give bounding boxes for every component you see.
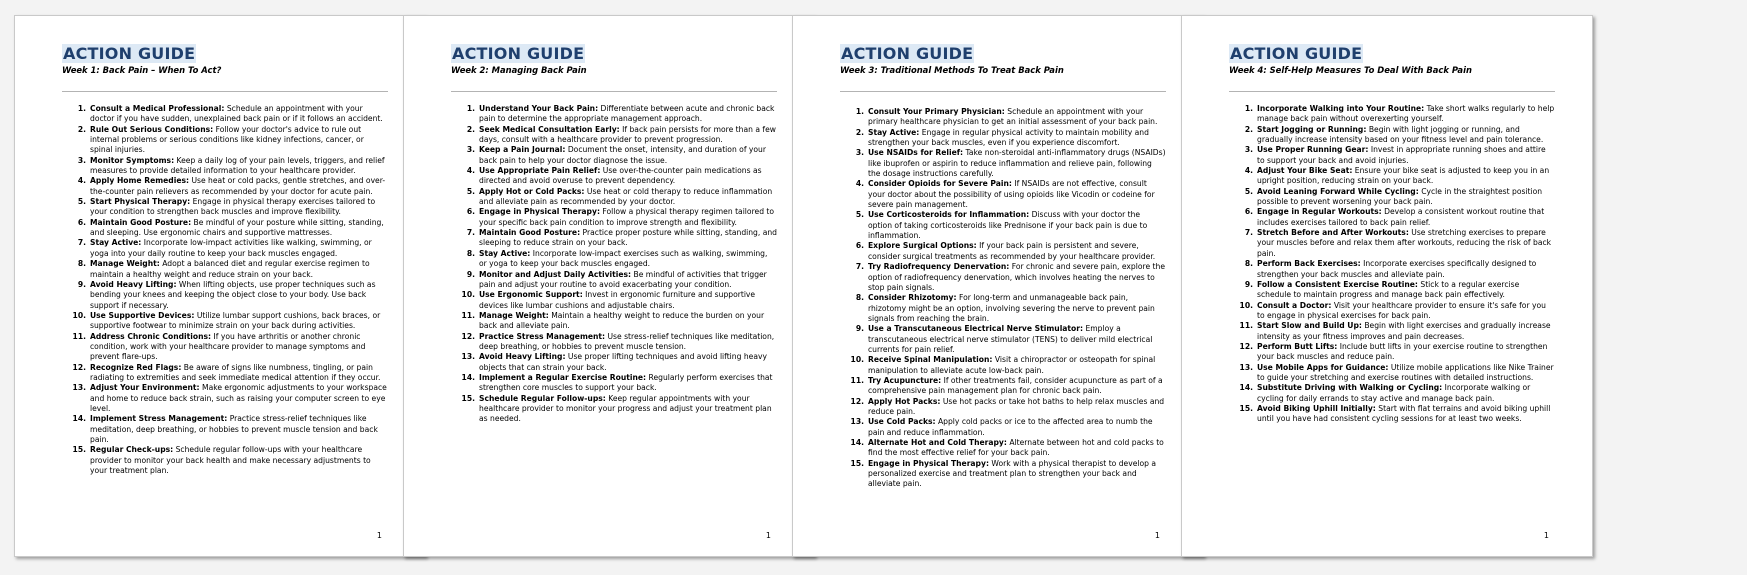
- list-item-text: Stick to a regular exercise schedule to maintain progress and manage back pain effectively.: [1257, 279, 1520, 300]
- list-item-number: 8.: [466, 248, 475, 258]
- list-item-number: 3.: [77, 155, 86, 165]
- list-item-label: Rule Out Serious Conditions:: [90, 124, 214, 134]
- page-subtitle: Week 1: Back Pain – When To Act?: [62, 65, 222, 75]
- list-item: [466, 166, 777, 187]
- page-subtitle: Week 4: Self-Help Measures To Deal With Back Pain: [1229, 65, 1472, 75]
- list-item-label: Substitute Driving with Walking or Cycling:: [1257, 383, 1443, 393]
- list-item: [461, 290, 777, 311]
- header-divider: [451, 91, 777, 92]
- list-item-label: Monitor and Adjust Daily Activities:: [479, 269, 632, 279]
- list-item-label: Adjust Your Bike Seat:: [1257, 166, 1353, 176]
- list-item-label: Understand Your Back Pain:: [479, 104, 599, 113]
- list-item-text: Take short walks regularly to help manage back pain without overexerting yourself.: [1257, 104, 1555, 124]
- list-item: [850, 375, 1166, 397]
- list-item-text: Apply cold packs or ice to the affected area to numb the pain and reduce inflammation.: [868, 417, 1153, 437]
- list-item-text: Be aware of signs like numbness, tingling, or pain radiating to extremities and seek immediate medical attention if they occur.: [90, 362, 381, 382]
- document-page: [14, 15, 426, 557]
- list-item: [1244, 228, 1555, 259]
- list-item-text: Use proper lifting techniques and avoid lifting heavy objects that can strain your back.: [479, 352, 767, 372]
- page-content: [451, 44, 777, 425]
- list-item-label: Practice Stress Management:: [479, 331, 606, 341]
- list-item: [466, 104, 777, 125]
- list-item: [1244, 145, 1555, 166]
- list-item: [850, 355, 1166, 376]
- list-item-label: Consult Your Primary Physician:: [868, 107, 1005, 116]
- list-item: [77, 259, 388, 280]
- action-list: [1239, 104, 1555, 425]
- list-item-number: 8.: [1244, 259, 1253, 269]
- list-item-text: Incorporate exercises specifically designed to strengthen your back muscles and alleviate pain.: [1257, 259, 1537, 279]
- list-item-number: 6.: [855, 241, 864, 251]
- list-item-text: Regularly perform exercises that strengthen core muscles to support your back.: [479, 372, 773, 393]
- list-item-text: Use stretching exercises to prepare your muscles before and relax them after workouts, reducing the risk of back pain.: [1257, 228, 1552, 258]
- list-item-label: Use Mobile Apps for Guidance:: [1257, 362, 1389, 372]
- list-item: [461, 393, 777, 425]
- page-content: [62, 44, 388, 476]
- list-item-label: Manage Weight:: [90, 259, 160, 269]
- list-item-text: Ensure your bike seat is adjusted to keep you in an upright position, reducing strain on your back.: [1257, 166, 1550, 186]
- header-divider: [62, 91, 388, 92]
- list-item-label: Stay Active:: [479, 248, 531, 258]
- list-item-text: For chronic and severe pain, explore the option of radiofrequency denervation, which involves heating the nerves to stop pain signals.: [868, 262, 1165, 292]
- list-item-text: Keep a daily log of your pain levels, triggers, and relief measures to provide detailed information to your healthcare provider.: [90, 155, 385, 176]
- list-item-text: Keep regular appointments with your healthcare provider to monitor your progress and adjust your treatment plan as needed.: [479, 393, 772, 424]
- list-item-text: Incorporate low-impact exercises such as walking, swimming, or yoga to keep your back muscles engaged.: [479, 248, 768, 269]
- list-item-text: Engage in regular physical activity to maintain mobility and strengthen your back muscles, even if you experience discomfort.: [868, 127, 1149, 148]
- document-page: [403, 15, 815, 557]
- list-item: [77, 217, 388, 239]
- list-item-label: Apply Hot or Cold Packs:: [479, 186, 585, 196]
- list-item-text: Make ergonomic adjustments to your workspace and home to reduce back strain, such as raising your computer screen to eye level.: [90, 383, 387, 413]
- list-item-text: Use heat or cold therapy to reduce inflammation and alleviate pain as recommended by your doctor.: [479, 186, 773, 207]
- list-item-text: Be mindful of activities that trigger pain and adjust your routine to avoid exacerbating your condition.: [479, 269, 767, 289]
- list-item-label: Avoid Biking Uphill Initially:: [1257, 403, 1376, 413]
- list-item-label: Regular Check-ups:: [90, 445, 174, 455]
- list-item-number: 7.: [1244, 228, 1253, 238]
- list-item-label: Address Chronic Conditions:: [90, 331, 212, 341]
- header-divider: [1229, 91, 1555, 92]
- list-item: [1244, 124, 1555, 146]
- list-item-label: Stay Active:: [90, 238, 142, 248]
- page-subtitle: Week 2: Managing Back Pain: [451, 65, 587, 75]
- list-item-label: Try Acupuncture:: [868, 375, 942, 385]
- list-item-label: Consult a Doctor:: [1257, 300, 1332, 310]
- document-page: [792, 15, 1204, 557]
- list-item-label: Start Jogging or Running:: [1257, 124, 1367, 134]
- list-item: [77, 155, 388, 177]
- list-item-text: Utilize lumbar support cushions, back braces, or supportive footwear to minimize strain on your back during activities.: [90, 310, 381, 331]
- list-item: [855, 241, 1166, 262]
- list-item-label: Engage in Physical Therapy:: [868, 458, 989, 468]
- list-item-label: Start Physical Therapy:: [90, 197, 191, 207]
- list-item-label: Consider Rhizotomy:: [868, 293, 957, 303]
- list-item-label: Explore Surgical Options:: [868, 241, 977, 251]
- list-item-label: Engage in Physical Therapy:: [479, 207, 600, 217]
- list-item: [855, 324, 1166, 355]
- list-item-text: Alternate between hot and cold packs to find the most effective relief for your back pain.: [868, 438, 1164, 458]
- list-item-label: Use Corticosteroids for Inflammation:: [868, 210, 1030, 220]
- list-item-label: Apply Home Remedies:: [90, 176, 190, 186]
- list-item: [72, 362, 388, 384]
- page-number: 1: [765, 531, 771, 540]
- list-item-label: Stretch Before and After Workouts:: [1257, 228, 1409, 238]
- list-item-text: Discuss with your doctor the option of taking corticosteroids like Prednisone if your back pain is due to inflammation.: [868, 210, 1148, 241]
- list-item-number: 9.: [77, 279, 86, 289]
- list-item: [1244, 207, 1555, 228]
- list-item-number: 5.: [855, 210, 864, 220]
- list-item-number: 13.: [461, 352, 475, 362]
- list-item: [1244, 259, 1555, 280]
- list-item: [855, 107, 1166, 128]
- page-title: ACTION GUIDE: [452, 44, 585, 63]
- list-item-number: 11.: [72, 331, 86, 341]
- list-item-text: If your back pain is persistent and severe, consider surgical treatments as recommended by your healthcare provider.: [868, 241, 1156, 261]
- list-item-number: 4.: [466, 166, 475, 176]
- list-item-label: Alternate Hot and Cold Therapy:: [868, 438, 1007, 447]
- page-content: [840, 44, 1166, 490]
- list-item-text: Cycle in the straightest position possible to prevent worsening your back pain.: [1257, 186, 1543, 207]
- list-item-number: 11.: [1239, 321, 1253, 331]
- list-item-text: Develop a consistent workout routine that includes exercises tailored to back pain relief.: [1257, 207, 1545, 227]
- list-item-number: 2.: [1244, 124, 1253, 134]
- list-item-label: Incorporate Walking into Your Routine:: [1257, 104, 1425, 113]
- list-item: [1239, 403, 1555, 425]
- list-item-number: 15.: [850, 458, 864, 468]
- list-item-label: Perform Back Exercises:: [1257, 259, 1361, 269]
- list-item-label: Follow a Consistent Exercise Routine:: [1257, 279, 1418, 289]
- list-item-number: 8.: [855, 293, 864, 303]
- list-item-label: Use Appropriate Pain Relief:: [479, 166, 601, 176]
- list-item: [461, 352, 777, 373]
- list-item-number: 1.: [77, 104, 86, 113]
- list-item: [77, 104, 388, 125]
- list-item-number: 5.: [1244, 186, 1253, 196]
- list-item-text: If you have arthritis or another chronic condition, work with your healthcare provider to manage symptoms and prevent flare-ups.: [90, 331, 366, 362]
- list-item: [77, 124, 388, 156]
- list-item: [461, 372, 777, 394]
- list-item-number: 12.: [1239, 341, 1253, 351]
- list-item-text: Practice proper posture while sitting, standing, and sleeping to reduce strain on your back.: [479, 228, 777, 248]
- list-item-text: Schedule regular follow-ups with your healthcare provider to monitor your back health and make necessary adjustments to your treatment plan.: [90, 445, 371, 476]
- page-number: 1: [1543, 531, 1549, 540]
- list-item-number: 10.: [1239, 300, 1253, 310]
- page-content: [1229, 44, 1555, 425]
- list-item-number: 10.: [850, 355, 864, 365]
- list-item-number: 1.: [466, 104, 475, 113]
- list-item-text: Schedule an appointment with your primary healthcare physician to get an initial assessment of your back pain.: [868, 107, 1158, 127]
- list-item-label: Monitor Symptoms:: [90, 155, 175, 165]
- list-item: [1244, 279, 1555, 301]
- list-item-text: Engage in physical therapy exercises tailored to your condition to strengthen back muscles and improve flexibility.: [90, 197, 376, 217]
- list-item-number: 3.: [466, 145, 475, 155]
- list-item-label: Start Slow and Build Up:: [1257, 321, 1362, 331]
- list-item: [461, 310, 777, 332]
- action-list: [461, 104, 777, 425]
- list-item: [77, 176, 388, 197]
- list-item: [1239, 321, 1555, 342]
- list-item-number: 14.: [461, 372, 475, 382]
- list-item-label: Consider Opioids for Severe Pain:: [868, 179, 1012, 189]
- list-item-label: Stay Active:: [868, 127, 920, 137]
- list-item-number: 10.: [72, 310, 86, 320]
- list-item-number: 4.: [77, 176, 86, 186]
- list-item-number: 11.: [850, 375, 864, 385]
- list-item-text: Maintain a healthy weight to reduce the burden on your back and alleviate pain.: [479, 310, 765, 331]
- list-item: [466, 186, 777, 208]
- list-item-label: Avoid Heavy Lifting:: [479, 352, 566, 362]
- list-item-number: 2.: [466, 124, 475, 134]
- list-item-label: Perform Butt Lifts:: [1257, 341, 1338, 351]
- list-item-text: Use over-the-counter pain medications as directed and avoid overuse to prevent dependency.: [479, 166, 762, 186]
- header-divider: [840, 91, 1166, 92]
- list-item-text: Include butt lifts in your exercise routine to strengthen your back muscles and reduce pain.: [1257, 341, 1548, 362]
- list-item: [72, 445, 388, 476]
- list-item-label: Schedule Regular Follow-ups:: [479, 393, 606, 403]
- list-item-number: 12.: [461, 331, 475, 341]
- list-item: [466, 207, 777, 228]
- list-item-number: 9.: [466, 269, 475, 279]
- list-item-label: Use Proper Running Gear:: [1257, 145, 1369, 155]
- list-item-number: 3.: [1244, 145, 1253, 155]
- list-item-number: 1.: [1244, 104, 1253, 113]
- list-item: [855, 210, 1166, 241]
- list-item: [855, 262, 1166, 293]
- list-item-text: Begin with light exercises and gradually increase intensity as your fitness improves and pain decreases.: [1257, 321, 1551, 341]
- list-item-number: 2.: [855, 127, 864, 137]
- list-item-text: Incorporate walking or cycling for daily errands to stay active and manage back pain.: [1257, 383, 1531, 403]
- list-item-label: Engage in Regular Workouts:: [1257, 207, 1382, 217]
- list-item-label: Maintain Good Posture:: [90, 217, 192, 227]
- list-item-text: Utilize mobile applications like Nike Trainer to guide your stretching and exercise routines with detailed instructions.: [1257, 362, 1554, 382]
- list-item: [850, 396, 1166, 418]
- list-item: [72, 383, 388, 414]
- list-item-text: Use stress-relief techniques like meditation, deep breathing, or hobbies to prevent muscle tension.: [479, 331, 775, 351]
- list-item: [77, 238, 388, 259]
- list-item: [72, 414, 388, 445]
- list-item-number: 4.: [855, 179, 864, 189]
- list-item-label: Try Radiofrequency Denervation:: [868, 262, 1010, 272]
- list-item-text: Visit your healthcare provider to ensure it's safe for you to engage in physical exercises for back pain.: [1257, 300, 1546, 320]
- list-item-number: 11.: [461, 310, 475, 320]
- page-number: 1: [1154, 531, 1160, 540]
- list-item-label: Maintain Good Posture:: [479, 228, 581, 238]
- list-item: [72, 331, 388, 363]
- list-item-text: Incorporate low-impact activities like walking, swimming, or yoga into your daily routine to keep your back muscles engaged.: [90, 238, 372, 258]
- list-item-text: Differentiate between acute and chronic back pain to determine the appropriate management approach.: [479, 104, 775, 124]
- list-item: [466, 269, 777, 291]
- list-item-number: 13.: [850, 417, 864, 427]
- list-item-text: Follow your doctor's advice to rule out internal problems or serious conditions like kidney infections, cancer, or spinal injuries.: [90, 124, 364, 155]
- list-item-label: Keep a Pain Journal:: [479, 145, 566, 155]
- list-item-text: Schedule an appointment with your doctor if you have sudden, unexplained back pain or if it follows an accident.: [90, 104, 383, 124]
- list-item: [1239, 383, 1555, 404]
- document-page: [1181, 15, 1593, 557]
- list-item-number: 15.: [461, 393, 475, 403]
- list-item-label: Use Ergonomic Support:: [479, 290, 583, 300]
- list-item-text: Employ a transcutaneous electrical nerve stimulator (TENS) to deliver mild electrical currents for pain relief.: [868, 324, 1153, 354]
- list-item-text: Invest in appropriate running shoes and attire to support your back and avoid injuries.: [1257, 145, 1546, 165]
- list-item-number: 12.: [850, 396, 864, 406]
- list-item-number: 10.: [461, 290, 475, 300]
- list-item-text: Document the onset, intensity, and duration of your back pain to help your doctor diagnose the issue.: [479, 145, 766, 165]
- list-item: [850, 458, 1166, 490]
- list-item-text: Visit a chiropractor or osteopath for spinal manipulation to alleviate acute low-back pain.: [868, 355, 1156, 375]
- list-item-label: Avoid Heavy Lifting:: [90, 279, 177, 289]
- list-item-text: Use heat or cold packs, gentle stretches, and over-the-counter pain relievers as recommended by your doctor for acute pain.: [90, 176, 386, 196]
- page-title: ACTION GUIDE: [841, 44, 974, 63]
- list-item-label: Apply Hot Packs:: [868, 396, 941, 406]
- list-item-label: Use NSAIDs for Relief:: [868, 148, 964, 158]
- list-item: [466, 145, 777, 166]
- page-number: 1: [376, 531, 382, 540]
- list-item-label: Implement a Regular Exercise Routine:: [479, 372, 647, 382]
- action-list: [72, 104, 388, 476]
- list-item-text: Invest in ergonomic furniture and supportive devices like lumbar cushions and adjustable chairs.: [479, 290, 756, 310]
- list-item: [850, 438, 1166, 459]
- list-item-number: 4.: [1244, 166, 1253, 176]
- list-item-text: If NSAIDs are not effective, consult your doctor about the possibility of using opioids like Vicodin or codeine for severe pain management.: [868, 179, 1155, 210]
- list-item: [855, 293, 1166, 324]
- list-item-number: 8.: [77, 259, 86, 269]
- list-item: [1244, 186, 1555, 208]
- list-item: [466, 248, 777, 270]
- list-item-label: Consult a Medical Professional:: [90, 104, 225, 113]
- list-item-number: 7.: [77, 238, 86, 248]
- list-item: [466, 124, 777, 146]
- list-item-text: Adopt a balanced diet and regular exercise regimen to maintain a healthy weight and reduce strain on your back.: [90, 259, 370, 279]
- list-item-number: 15.: [1239, 403, 1253, 413]
- list-item-number: 2.: [77, 124, 86, 134]
- list-item: [855, 179, 1166, 210]
- list-item: [1244, 166, 1555, 187]
- list-item-number: 6.: [466, 207, 475, 217]
- page-title: ACTION GUIDE: [63, 44, 196, 63]
- list-item-text: Begin with light jogging or running, and gradually increase intensity based on your fitness level and pain tolerance.: [1257, 124, 1544, 145]
- list-item-number: 5.: [77, 197, 86, 207]
- page-title: ACTION GUIDE: [1230, 44, 1363, 63]
- list-item-number: 12.: [72, 362, 86, 372]
- list-item-text: Use hot packs or take hot baths to help relax muscles and reduce pain.: [868, 396, 1165, 416]
- list-item-number: 13.: [72, 383, 86, 393]
- list-item-number: 13.: [1239, 362, 1253, 372]
- list-item-number: 6.: [1244, 207, 1253, 217]
- list-item-number: 1.: [855, 107, 864, 116]
- list-item-number: 9.: [1244, 279, 1253, 289]
- list-item-number: 14.: [72, 414, 86, 424]
- list-item-text: Start with flat terrains and avoid biking uphill until you have had consistent cycling sessions for at least two weeks.: [1257, 403, 1551, 424]
- list-item-text: Be mindful of your posture while sitting, standing, and sleeping. Use ergonomic chairs and supportive mattresses.: [90, 217, 384, 238]
- list-item: [466, 228, 777, 249]
- list-item-number: 9.: [855, 324, 864, 334]
- list-item-number: 14.: [1239, 383, 1253, 393]
- list-item: [1244, 104, 1555, 125]
- list-item-text: Practice stress-relief techniques like meditation, deep breathing, or hobbies to prevent muscle tension and back pain.: [90, 414, 378, 444]
- list-item: [1239, 362, 1555, 384]
- list-item: [850, 417, 1166, 438]
- list-item: [461, 331, 777, 353]
- list-item-label: Receive Spinal Manipulation:: [868, 355, 993, 365]
- list-item-number: 7.: [855, 262, 864, 272]
- list-item-text: Take non-steroidal anti-inflammatory drugs (NSAIDs) like ibuprofen or aspirin to reduce inflammation and relieve pain, following the dosage instructions carefully.: [868, 148, 1166, 179]
- list-item-number: 3.: [855, 148, 864, 158]
- list-item-text: For long-term and unmanageable back pain, rhizotomy might be an option, involving severing the nerve to prevent pain signals from reaching the brain.: [868, 293, 1155, 323]
- list-item-text: If back pain persists for more than a few days, consult with a healthcare provider to prevent progression.: [479, 124, 776, 145]
- list-item: [1239, 300, 1555, 322]
- list-item: [1239, 341, 1555, 363]
- list-item-label: Use Cold Packs:: [868, 417, 936, 427]
- list-item-label: Implement Stress Management:: [90, 414, 228, 424]
- list-item: [72, 310, 388, 332]
- list-item: [855, 127, 1166, 149]
- list-item-text: When lifting objects, use proper techniques such as bending your knees and keeping the object close to your body. Use back support if necessary.: [90, 279, 376, 310]
- list-item-text: If other treatments fail, consider acupuncture as part of a comprehensive pain management plan for chronic back pain.: [868, 375, 1163, 396]
- list-item-text: Work with a physical therapist to develop a personalized exercise and treatment plan to strengthen your back and alleviate pain.: [868, 458, 1157, 489]
- list-item-text: Follow a physical therapy regimen tailored to your specific back pain condition to improve strength and flexibility.: [479, 207, 775, 227]
- action-list: [850, 107, 1166, 490]
- list-item-number: 7.: [466, 228, 475, 238]
- list-item-number: 5.: [466, 186, 475, 196]
- list-item-number: 14.: [850, 438, 864, 447]
- list-item: [77, 279, 388, 311]
- list-item-label: Seek Medical Consultation Early:: [479, 124, 620, 134]
- list-item-label: Adjust Your Environment:: [90, 383, 200, 393]
- list-item-number: 15.: [72, 445, 86, 455]
- list-item-label: Use a Transcutaneous Electrical Nerve Stimulator:: [868, 324, 1084, 334]
- list-item: [855, 148, 1166, 179]
- list-item-label: Recognize Red Flags:: [90, 362, 182, 372]
- list-item-number: 6.: [77, 217, 86, 227]
- list-item-label: Use Supportive Devices:: [90, 310, 195, 320]
- list-item-label: Manage Weight:: [479, 310, 549, 320]
- page-subtitle: Week 3: Traditional Methods To Treat Back Pain: [840, 65, 1064, 75]
- list-item: [77, 197, 388, 218]
- list-item-label: Avoid Leaning Forward While Cycling:: [1257, 186, 1419, 196]
